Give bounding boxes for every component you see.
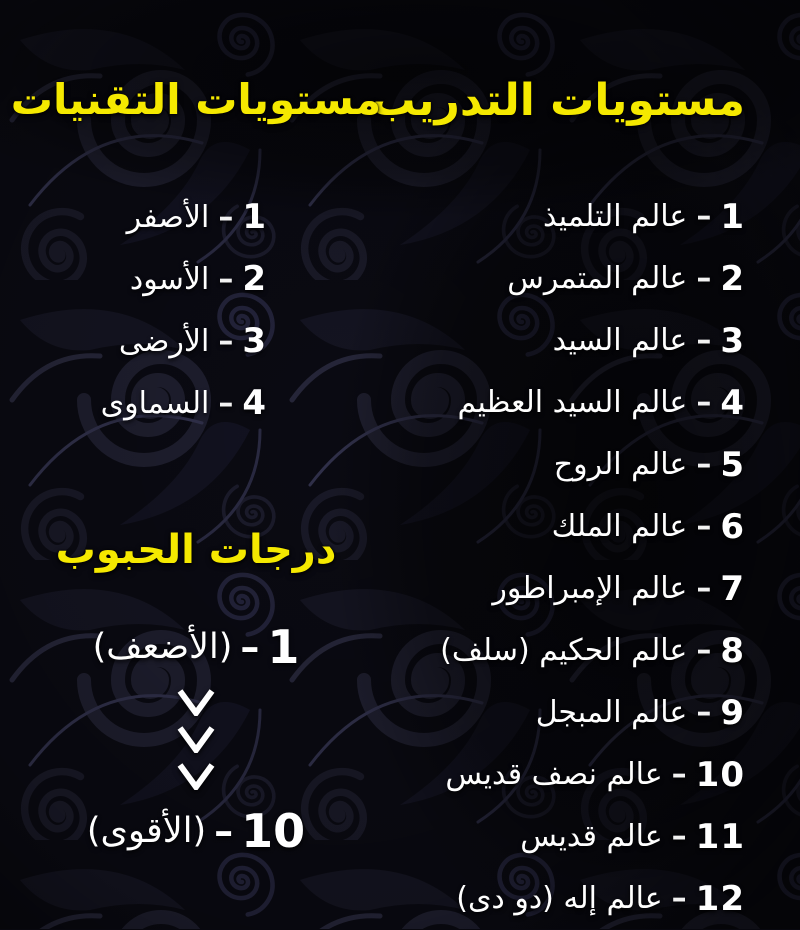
grade-label: (الأضعف) [92, 626, 233, 667]
chevron-down-icon [176, 688, 216, 716]
level-label: عالم الحكيم (سلف) [440, 633, 688, 669]
dash-separator: – [696, 695, 712, 731]
grade-label: (الأقوى) [86, 810, 207, 851]
dash-separator: – [218, 199, 234, 235]
pill-grades-section [0, 494, 392, 858]
dash-separator: – [671, 881, 687, 917]
level-number: 10 [695, 754, 745, 795]
chevron-down-icon [176, 725, 216, 753]
dash-separator: – [696, 323, 712, 359]
training-level-item [554, 434, 745, 496]
level-number: 4 [242, 383, 267, 424]
dash-separator: – [696, 571, 712, 607]
dash-separator: – [240, 624, 260, 669]
level-label: عالم قديس [520, 819, 663, 855]
training-level-item [507, 248, 745, 310]
dash-separator: – [218, 385, 234, 421]
technique-levels-section [0, 40, 392, 434]
level-label: عالم السيد [552, 323, 688, 359]
level-label: عالم نصف قديس [445, 757, 663, 793]
grade-number: 10 [241, 803, 306, 858]
pill-grades-title: درجات الحبوب [55, 526, 337, 573]
level-label: السماوى [100, 385, 210, 421]
level-number: 2 [720, 258, 745, 299]
level-label: عالم التلميذ [543, 199, 688, 235]
level-number: 11 [695, 816, 745, 857]
level-label: عالم المتمرس [507, 261, 688, 297]
level-label: الأصفر [126, 199, 210, 235]
training-level-item [445, 744, 745, 806]
dash-separator: – [671, 819, 687, 855]
level-number: 7 [720, 568, 745, 609]
dash-separator: – [696, 633, 712, 669]
level-label: عالم الإمبراطور [492, 571, 688, 607]
training-level-item [456, 868, 745, 930]
level-number: 1 [720, 196, 745, 237]
training-level-item [553, 310, 745, 372]
technique-level-item [101, 372, 267, 434]
level-label: عالم الملك [551, 509, 688, 545]
dash-separator: – [696, 385, 712, 421]
level-number: 4 [720, 382, 745, 423]
training-levels-title: مستويات التدريب [371, 75, 745, 127]
dash-separator: – [696, 199, 712, 235]
dash-separator: – [696, 261, 712, 297]
level-label: عالم إله (دو دى) [456, 881, 663, 917]
training-level-item [492, 558, 745, 620]
dash-separator: – [218, 323, 234, 359]
level-number: 9 [720, 692, 745, 733]
training-level-item [552, 496, 745, 558]
level-number: 3 [720, 320, 745, 361]
training-level-item [457, 372, 745, 434]
level-label: الأسود [129, 261, 210, 297]
pill-grade-strongest [87, 804, 305, 858]
level-number: 5 [720, 444, 745, 485]
technique-levels-list [0, 186, 392, 434]
level-number: 1 [242, 197, 267, 238]
grade-number: 1 [267, 619, 300, 674]
dash-separator: – [214, 808, 234, 853]
training-level-item [440, 620, 745, 682]
level-label: عالم المبجل [535, 695, 688, 731]
level-label: عالم الروح [553, 447, 688, 483]
technique-level-item [130, 248, 267, 310]
level-number: 8 [720, 630, 745, 671]
technique-level-item [119, 310, 267, 372]
training-level-item [520, 806, 745, 868]
dash-separator: – [218, 261, 234, 297]
dash-separator: – [671, 757, 687, 793]
training-levels-list [440, 186, 745, 930]
level-number: 12 [695, 878, 745, 919]
dash-separator: – [696, 447, 712, 483]
level-number: 2 [242, 259, 267, 300]
technique-levels-title: مستويات التقنيات [10, 75, 382, 125]
level-label: عالم السيد العظيم [457, 385, 688, 421]
level-number: 6 [720, 506, 745, 547]
training-level-item [543, 186, 745, 248]
technique-level-item [127, 186, 267, 248]
dash-separator: – [696, 509, 712, 545]
pill-grade-weakest [93, 620, 300, 674]
level-label: الأرضى [118, 323, 210, 359]
level-number: 3 [242, 321, 267, 362]
training-level-item [536, 682, 745, 744]
ascending-strength-indicator [176, 688, 216, 790]
chevron-down-icon [176, 762, 216, 790]
